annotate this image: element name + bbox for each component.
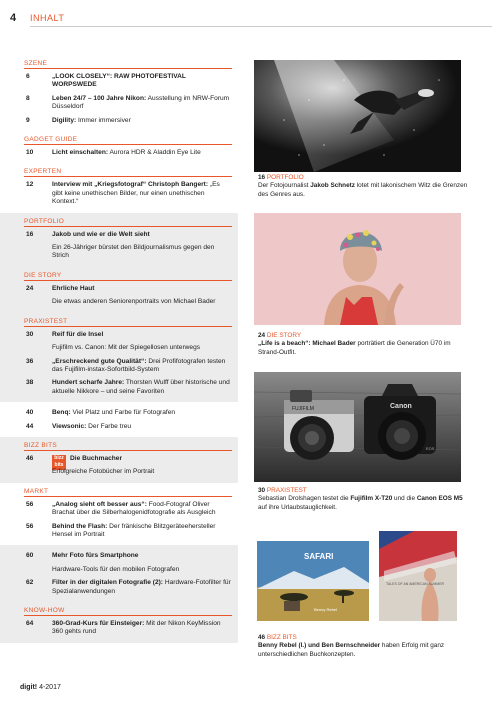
caption-text: haben Erfolg mit ganz unterschiedlichen Buchkonzepten. xyxy=(258,642,445,658)
entry-page-number: 56 xyxy=(26,500,34,508)
entry-description: Erfolgreiche Fotobücher im Portrait xyxy=(52,468,155,476)
caption-text: porträtiert die Generation Ü70 im Strand-Outfit. xyxy=(258,340,451,356)
toc-entry[interactable] xyxy=(24,550,232,563)
entry-page-number: 16 xyxy=(26,230,34,238)
cameras-image xyxy=(254,372,461,482)
entry-headline: Reif für die Insel xyxy=(52,330,104,338)
toc-entry[interactable] xyxy=(24,407,232,420)
caption-story xyxy=(258,332,468,357)
entry-headline: Filter in der digitalen Fotografie (2): xyxy=(52,579,163,587)
caption-page: 24 xyxy=(258,332,266,339)
caption-bold: Jakob Schnetz xyxy=(310,182,355,190)
caption-page: 30 xyxy=(258,487,266,494)
toc-entry[interactable] xyxy=(24,242,232,264)
entry-page-number: 6 xyxy=(26,73,30,80)
toc-column xyxy=(0,55,238,643)
entry-headline: Licht einschalten: xyxy=(52,149,109,157)
entry-page-number: 36 xyxy=(26,357,34,365)
entry-page-number: 10 xyxy=(26,149,34,157)
section-title: MARKT xyxy=(24,483,232,497)
toc-section xyxy=(0,483,238,546)
caption-category: PORTFOLIO xyxy=(266,174,304,181)
entry-description: „Es gibt keine unethischen Bilder, nur einen unethischen Kontext.“ xyxy=(52,181,220,206)
entry-description: Der Farbe treu xyxy=(86,422,132,430)
entry-headline: Leben 24/7 – 100 Jahre Nikon: xyxy=(52,94,147,102)
toc-entry[interactable] xyxy=(24,577,232,599)
toc-entry[interactable] xyxy=(24,377,232,399)
entry-headline: Hundert scharfe Jahre: xyxy=(52,379,125,387)
footer-issue: 4-2017 xyxy=(39,684,61,691)
entry-headline: Interview mit „Kriegsfotograf“ Christoph Bangert: xyxy=(52,181,209,189)
entry-description: Hardware-Fotofilter für Spezialanwendungen xyxy=(52,579,231,595)
photo-praxistest xyxy=(254,372,461,482)
caption-text: Der Fotojournalist xyxy=(258,182,311,190)
section-title: PRAXISTEST xyxy=(24,313,232,327)
toc-entry[interactable] xyxy=(24,229,232,242)
entry-headline: Benq: xyxy=(52,409,71,417)
entry-headline: Die Buchmacher xyxy=(70,454,123,462)
entry-description: Die etwas anderen Seniorenportraits von Michael Bader xyxy=(52,298,216,306)
toc-section xyxy=(0,545,238,602)
toc-entry[interactable] xyxy=(24,421,232,434)
footer xyxy=(20,684,61,691)
book1-title: SAFARI xyxy=(304,552,334,561)
book2-title: TALES OF AN AMERICAN SUMMER xyxy=(386,582,445,586)
caption-text: lotet mit lakonischem Witz die Grenzen des Genres aus. xyxy=(258,182,468,198)
toc-section xyxy=(0,55,238,131)
toc-entry[interactable] xyxy=(24,179,232,209)
caption-page: 46 xyxy=(258,634,266,641)
toc-entry[interactable] xyxy=(24,329,232,342)
caption-page: 16 xyxy=(258,174,266,181)
entry-description: Viel Platz und Farbe für Fotografen xyxy=(70,409,176,417)
entry-page-number: 46 xyxy=(26,454,34,462)
toc-entry[interactable] xyxy=(24,115,232,128)
toc-entry[interactable] xyxy=(24,296,232,309)
book1-author: Benny Rebel xyxy=(314,607,337,612)
toc-entry[interactable] xyxy=(24,499,232,521)
entry-page-number: 12 xyxy=(26,181,34,189)
toc-entry[interactable] xyxy=(24,283,232,296)
photo-story xyxy=(254,213,461,325)
caption-text: und die xyxy=(392,495,417,503)
caption-category: BIZZ BITS xyxy=(266,634,297,641)
section-title: EXPERTEN xyxy=(24,163,232,177)
entry-page-number: 8 xyxy=(26,94,30,102)
books-image xyxy=(254,527,461,627)
photo-bizzbits xyxy=(254,527,461,627)
entry-page-number: 60 xyxy=(26,552,34,560)
entry-page-number: 56 xyxy=(26,522,34,530)
toc-section xyxy=(0,267,238,313)
caption-bold: Benny Rebel (l.) und Ben Bernschneider xyxy=(258,642,381,650)
toc-entry[interactable] xyxy=(24,564,232,577)
toc-entry[interactable] xyxy=(24,618,232,640)
page-number: 4 xyxy=(10,12,17,24)
entry-description: Thorsten Wulff über historische und aktuelle Nikkore – und seine Favoriten xyxy=(52,379,230,395)
entry-description: Aurora HDR & Aladdin Eye Lite xyxy=(108,149,201,157)
section-title: DIE STORY xyxy=(24,267,232,281)
caption-praxistest xyxy=(258,487,468,512)
caption-bold: Canon EOS M5 xyxy=(416,495,463,503)
entry-headline: „LOOK CLOSELY“: RAW PHOTOFESTIVAL WORPSWEDE xyxy=(52,73,186,89)
section-title: GADGET GUIDE xyxy=(24,131,232,145)
entry-page-number: 64 xyxy=(26,620,34,627)
entry-headline: Jakob und wie er die Welt sieht xyxy=(52,230,150,238)
entry-page-number: 62 xyxy=(26,579,34,587)
entry-headline: Mehr Foto fürs Smartphone xyxy=(52,552,139,560)
entry-page-number: 44 xyxy=(26,422,34,430)
toc-entry[interactable] xyxy=(24,71,232,93)
entry-headline: Viewsonic: xyxy=(52,422,87,430)
entry-headline: Digility: xyxy=(52,116,77,124)
toc-entry[interactable] xyxy=(24,521,232,543)
entry-description: Der fränkische Blitzgeräteehersteller Hensel im Portrait xyxy=(52,522,216,538)
header-rule xyxy=(30,26,492,27)
photo-portfolio xyxy=(254,60,461,172)
caption-bizzbits xyxy=(258,634,468,659)
toc-section xyxy=(0,313,238,402)
entry-description: Immer immersiver xyxy=(76,116,131,124)
entry-description: Food-Fotograf Oliver Brachat über die Silberhalogenidfotografie als Ausgleich xyxy=(52,500,216,517)
entry-headline: „Analog sieht oft besser aus“: xyxy=(52,500,147,508)
entry-page-number: 9 xyxy=(26,116,30,124)
footer-brand: digit! xyxy=(20,684,38,691)
entry-description: Drei Profifotografen testen das Fujifilm-instax-Sofortbild-System xyxy=(52,357,226,373)
entry-page-number: 30 xyxy=(26,330,34,338)
section-title: BIZZ BITS xyxy=(24,437,232,451)
caption-bold: Fujifilm X-T20 xyxy=(350,495,393,503)
toc-section xyxy=(0,602,238,643)
entry-page-number: 24 xyxy=(26,284,34,292)
toc-section xyxy=(0,437,238,483)
fuji-logo-text: FUJIFILM xyxy=(292,406,314,412)
toc-section xyxy=(0,402,238,437)
entry-headline: 360-Grad-Kurs für Einsteiger: xyxy=(52,620,145,627)
toc-section xyxy=(0,213,238,267)
entry-page-number: 40 xyxy=(26,409,34,417)
entry-description: Hardware-Tools für den mobilen Fotografen xyxy=(52,565,180,573)
entry-description: Fujifilm vs. Canon: Mit der Spiegellosen unterwegs xyxy=(52,344,201,352)
toc-entry[interactable] xyxy=(24,356,232,378)
entry-description: Ausstellung im NRW-Forum Düsseldorf xyxy=(52,94,230,111)
entry-headline: Behind the Flash: xyxy=(52,522,108,530)
section-title: PORTFOLIO xyxy=(24,213,232,227)
toc-entry[interactable] xyxy=(24,93,232,115)
toc-entry[interactable] xyxy=(24,466,232,479)
caption-portfolio xyxy=(258,174,468,199)
entry-headline: Ehrliche Haut xyxy=(52,284,95,292)
page-title: INHALT xyxy=(30,13,65,23)
caption-text: Sebastian Drolshagen testet die xyxy=(258,495,351,503)
toc-entry[interactable] xyxy=(24,147,232,160)
section-title: SZENE xyxy=(24,55,232,69)
entry-description: Ein 26-Jähriger bürstet den Bildjournalismus gegen den Strich xyxy=(52,244,215,260)
entry-headline: „Erschreckend gute Qualität“: xyxy=(52,357,147,365)
eos-logo-text: EOS xyxy=(426,446,435,451)
caption-bold: „Life is a beach“: Michael Bader xyxy=(258,340,356,348)
bizz-bits-logo: bizz bits xyxy=(52,455,66,470)
section-title: KNOW-HOW xyxy=(24,602,232,616)
story-image xyxy=(254,213,461,325)
toc-entry[interactable] xyxy=(24,453,232,466)
toc-section xyxy=(0,163,238,212)
entry-page-number: 38 xyxy=(26,379,34,387)
caption-category: DIE STORY xyxy=(266,332,302,339)
portfolio-image xyxy=(254,60,461,172)
toc-section xyxy=(0,131,238,163)
caption-text: auf ihre Urlaubstauglichkeit. xyxy=(258,503,337,511)
caption-category: PRAXISTEST xyxy=(266,487,307,494)
canon-logo-text: Canon xyxy=(390,403,412,410)
toc-entry[interactable] xyxy=(24,342,232,355)
entry-description: Mit der Nikon KeyMission 360 gehts rund xyxy=(52,620,221,636)
